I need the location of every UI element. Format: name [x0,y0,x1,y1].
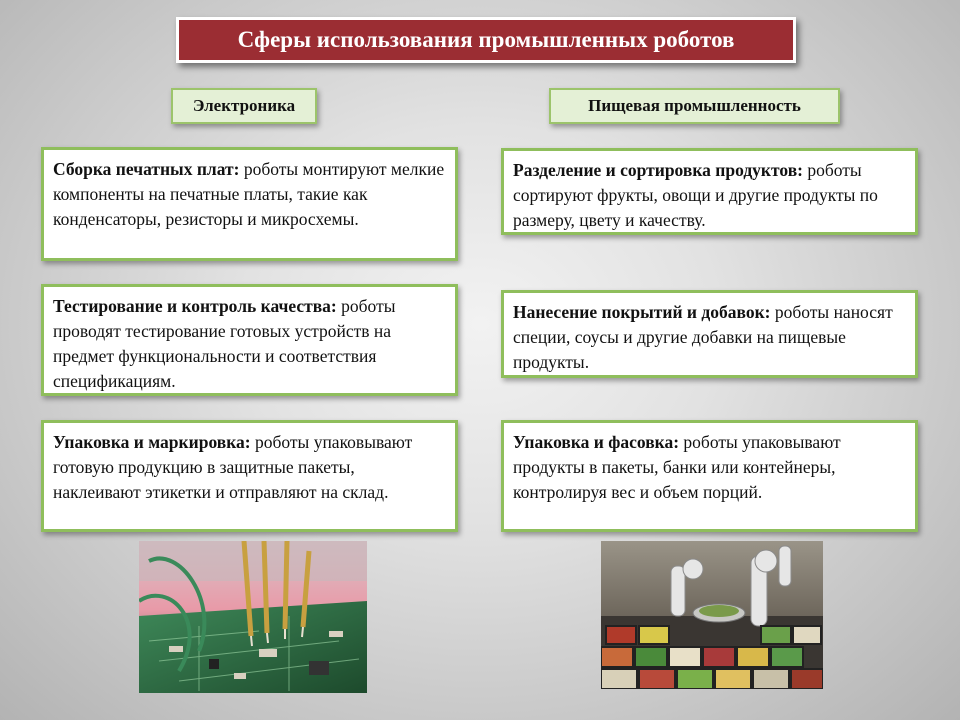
card-heading: Сборка печатных плат: [53,159,240,179]
card-pcb-assembly [41,147,458,261]
card-text: роботы наносят специи, соусы и другие добавки на пищевые продукты. [513,302,893,372]
card-text: роботы проводят тестирование готовых устройств на предмет функциональности и соответствия спецификациям. [53,296,396,391]
category-electronics: Электроника [171,88,317,124]
card-packaging-labeling [41,420,458,532]
card-text: роботы упаковывают готовую продукцию в защитные пакеты, наклеивают этикетки и отправляют на склад. [53,432,413,502]
slide-title-text: Сферы использования промышленных роботов [237,27,735,52]
category-food-industry: Пищевая промышленность [549,88,840,124]
card-text: роботы упаковывают продукты в пакеты, банки или контейнеры, контролируя вес и объем порций. [513,432,841,502]
card-heading: Упаковка и маркировка: [53,432,251,452]
pcb-assembly-robot-photo [139,541,367,693]
food-packing-robot-photo [601,541,823,689]
card-coatings-additives [501,290,918,378]
slide-title [176,17,796,63]
card-heading: Разделение и сортировка продуктов: [513,160,803,180]
card-heading: Нанесение покрытий и добавок: [513,302,771,322]
card-sorting-products [501,148,918,235]
card-testing-quality [41,284,458,396]
card-text: роботы сортируют фрукты, овощи и другие продукты по размеру, цвету и качеству. [513,160,878,230]
card-text: роботы монтируют мелкие компоненты на печатные платы, такие как конденсаторы, резисторы и микросхемы. [53,159,445,229]
card-heading: Упаковка и фасовка: [513,432,680,452]
card-heading: Тестирование и контроль качества: [53,296,337,316]
card-packing-portioning [501,420,918,532]
